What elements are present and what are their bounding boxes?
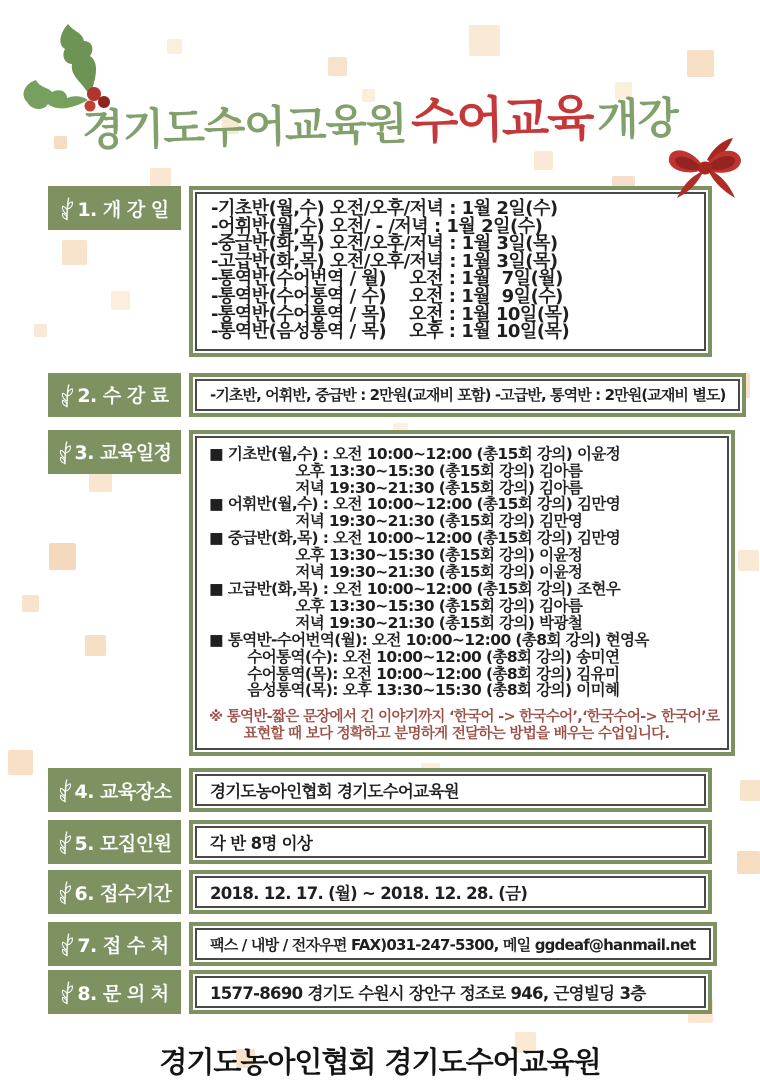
text-line: 저녁 19:30~21:30 (총15회 강의) 김아름 <box>209 478 583 497</box>
text-line: -중급반(화,목) 오전/오후/저녁 : 1월 3일(목) <box>211 233 558 255</box>
opening-date-lines <box>195 192 706 351</box>
branch-leaf-icon <box>58 827 72 857</box>
section-schedule <box>48 430 720 757</box>
section-label-contact <box>48 970 181 1014</box>
branch-leaf-icon <box>58 775 72 805</box>
section-label-place <box>48 768 181 812</box>
branch-leaf-icon <box>60 193 74 223</box>
footer-organization: 경기도농아인협회 경기도수어교육원 <box>159 1045 601 1080</box>
section-contact <box>48 970 712 1014</box>
text-line: ※ 통역반-짧은 문장에서 긴 이야기까지 ‘한국어 -> 한국수어’,‘한국수어-> 한국어’로 <box>209 709 720 726</box>
text-line: ■ 중급반(화,목) : 오전 10:00~12:00 (총15회 강의) 김만영 <box>209 529 621 548</box>
section-place <box>48 768 712 812</box>
section-capacity <box>48 820 712 864</box>
contact-text: 1577-8690 경기도 수원시 장안구 정조로 946, 근영빌딩 3층 <box>195 976 706 1008</box>
text-line: 저녁 19:30~21:30 (총15회 강의) 박광철 <box>209 613 583 632</box>
ribbon-bow-icon <box>662 132 748 204</box>
section-label-text: 5. 모집인원 <box>74 832 172 855</box>
section-registration-office <box>48 922 712 966</box>
text-line: 오후 13:30~15:30 (총15회 강의) 김아름 <box>209 596 583 615</box>
text-line: ■ 고급반(화,목) : 오전 10:00~12:00 (총15회 강의) 조현우 <box>209 580 621 598</box>
section-tuition <box>48 373 726 417</box>
section-label-tuition <box>48 373 181 417</box>
section-label-registration-office <box>48 922 181 966</box>
section-content-schedule <box>189 430 735 757</box>
section-label-text: 2. 수 강 료 <box>77 385 169 408</box>
place-text: 경기도농아인협회 경기도수어교육원 <box>195 774 706 806</box>
capacity-text: 각 반 8명 이상 <box>195 826 706 858</box>
title-part-red: 수어교육 <box>410 89 593 151</box>
section-content-registration-period <box>189 870 712 914</box>
text-line: 오후 13:30~15:30 (총15회 강의) 이윤정 <box>209 546 583 565</box>
text-line: -기초반(월,수) 오전/오후/저녁 : 1월 2일(수) <box>211 198 558 219</box>
text-line: -통역반(수어통역 / 목) 오전 : 1월 10일(목) <box>211 303 570 325</box>
registration-office-text: 팩스 / 내방 / 전자우편 FAX)031-247-5300, 메일 ggdeaf@hanmail.net <box>195 928 711 960</box>
branch-leaf-icon <box>60 380 74 410</box>
section-label-text: 6. 접수기간 <box>74 882 172 905</box>
text-line: 표현할 때 보다 정확하고 분명하게 전달하는 방법을 배우는 수업입니다. <box>209 725 670 742</box>
section-content-place <box>189 768 712 812</box>
text-line: -통역반(수어번역 / 월) 오전 : 1월 7일(월) <box>211 268 563 290</box>
branch-leaf-icon <box>60 977 74 1007</box>
section-label-text: 3. 교육일정 <box>74 442 172 465</box>
text-line: 오후 13:30~15:30 (총15회 강의) 김아름 <box>209 461 583 480</box>
page-title <box>47 77 712 161</box>
branch-leaf-icon <box>58 877 72 907</box>
section-label-text: 4. 교육장소 <box>74 780 172 803</box>
tuition-text: -기초반, 어휘반, 중급반 : 2만원(교재비 포함) -고급반, 통역반 : 2만원(교재비 별도) <box>195 379 740 411</box>
title-part-green: 경기도수어교육원 <box>81 99 408 157</box>
title-part-green2: 개강 <box>596 93 679 146</box>
section-label-opening-date <box>48 186 181 230</box>
schedule-note <box>197 707 727 748</box>
section-content-registration-office <box>189 922 717 966</box>
section-label-text: 7. 접 수 처 <box>77 934 169 957</box>
section-label-schedule <box>48 430 181 474</box>
section-label-text: 1. 개 강 일 <box>77 198 169 221</box>
text-line: 음성통역(목): 오후 13:30~15:30 (총8회 강의) 이미혜 <box>209 681 620 700</box>
registration-period-text: 2018. 12. 17. (월) ~ 2018. 12. 28. (금) <box>195 876 706 908</box>
section-label-text: 8. 문 의 처 <box>77 982 169 1005</box>
section-registration-period <box>48 870 712 914</box>
text-line: -통역반(수어통역 / 수) 오전 : 1월 9일(수) <box>211 285 563 307</box>
header <box>48 0 712 186</box>
branch-leaf-icon <box>58 437 72 467</box>
text-line: 수어통역(목): 오전 10:00~12:00 (총8회 강의) 김유미 <box>209 664 620 683</box>
section-content-tuition <box>189 373 746 417</box>
section-opening-date <box>48 186 712 357</box>
text-line: 저녁 19:30~21:30 (총15회 강의) 이윤정 <box>209 563 583 582</box>
text-line: 수어통역(수): 오전 10:00~12:00 (총8회 강의) 송미연 <box>209 647 620 666</box>
text-line: ■ 어휘반(월,수) : 오전 10:00~12:00 (총15회 강의) 김만영 <box>209 495 621 514</box>
schedule-content <box>195 436 729 751</box>
schedule-lines <box>197 438 727 708</box>
section-content-opening-date <box>189 186 712 357</box>
branch-leaf-icon <box>60 929 74 959</box>
text-line: -어휘반(월,수) 오전/ - /저녁 : 1월 2일(수) <box>211 215 543 237</box>
section-content-capacity <box>189 820 712 864</box>
section-label-registration-period <box>48 870 181 914</box>
text-line: -고급반(화,목) 오전/오후/저녁 : 1월 3일(목) <box>211 250 558 272</box>
text-line: -통역반(음성통역 / 목) 오후 : 1월 10일(목) <box>211 321 570 343</box>
text-line: ■ 기초반(월,수) : 오전 10:00~12:00 (총15회 강의) 이윤정 <box>209 444 621 463</box>
text-line: ■ 통역반-수어번역(월): 오전 10:00~12:00 (총8회 강의) 현영옥 <box>209 630 649 649</box>
text-line: 저녁 19:30~21:30 (총15회 강의) 김만영 <box>209 512 583 531</box>
section-content-contact <box>189 970 712 1014</box>
section-label-capacity <box>48 820 181 864</box>
